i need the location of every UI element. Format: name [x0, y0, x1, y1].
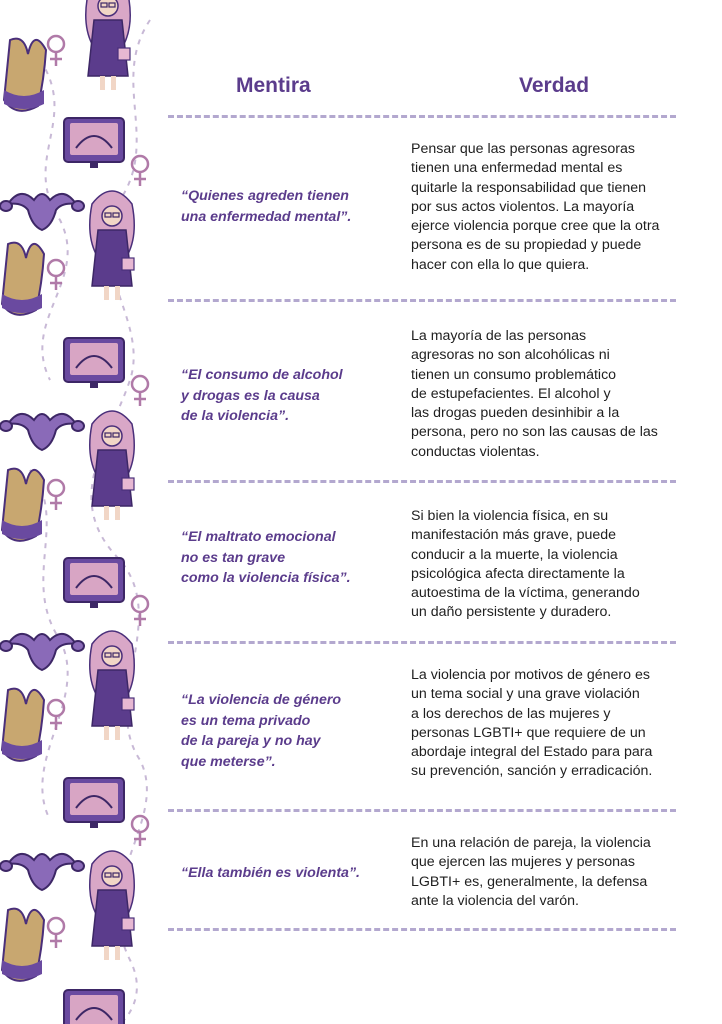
truth-text: La violencia por motivos de género es un tema social y una grave violación a los derechos de las mujeres y personas LGBTI+ que requiere de un abordaje integral del Estado para para su prevención, sanción y erradicación. [411, 667, 653, 780]
truth-text: Si bien la violencia física, en su manifestación más grave, puede conducir a la muerte, la violencia psicológica afecta directamente la autoestima de la víctima, generando un daño persistente y duradero. [411, 508, 640, 621]
myth-text: “La violencia de género es un tema privado de la pareja y no hay que meterse”. [181, 692, 342, 770]
column-header-mentira: Mentira [236, 74, 311, 97]
dashed-divider [168, 299, 676, 302]
decorative-illustration-strip [0, 0, 160, 1024]
truth-text: Pensar que las personas agresoras tienen una enfermedad mental es quitarle la responsabilidad que tienen por sus actos violentos. La mayoría ejerce violencia porque cree que la otra persona es de su propiedad y puede hacer con ella lo que quiera. [411, 141, 660, 273]
dashed-divider [168, 115, 676, 118]
dashed-divider [168, 809, 676, 812]
truth-text: La mayoría de las personas agresoras no son alcohólicas ni tienen un consumo problemático de estupefacientes. El alcohol y las drogas pueden desinhibir a la persona, pero no son las causas de las conductas violentas. [411, 328, 658, 460]
column-header-verdad: Verdad [519, 74, 590, 97]
myth-text: “El maltrato emocional no es tan grave como la violencia física”. [181, 529, 351, 586]
truth-text: En una relación de pareja, la violencia que ejercen las mujeres y personas LGBTI+ es, generalmente, la defensa ante la violencia del varón. [411, 835, 651, 909]
dashed-divider [168, 641, 676, 644]
dashed-divider [168, 928, 676, 931]
myth-text: “Quienes agreden tienen una enfermedad mental”. [181, 188, 352, 225]
dashed-divider [168, 480, 676, 483]
myth-text: “Ella también es violenta”. [181, 865, 360, 881]
myth-text: “El consumo de alcohol y drogas es la causa de la violencia”. [181, 367, 343, 424]
